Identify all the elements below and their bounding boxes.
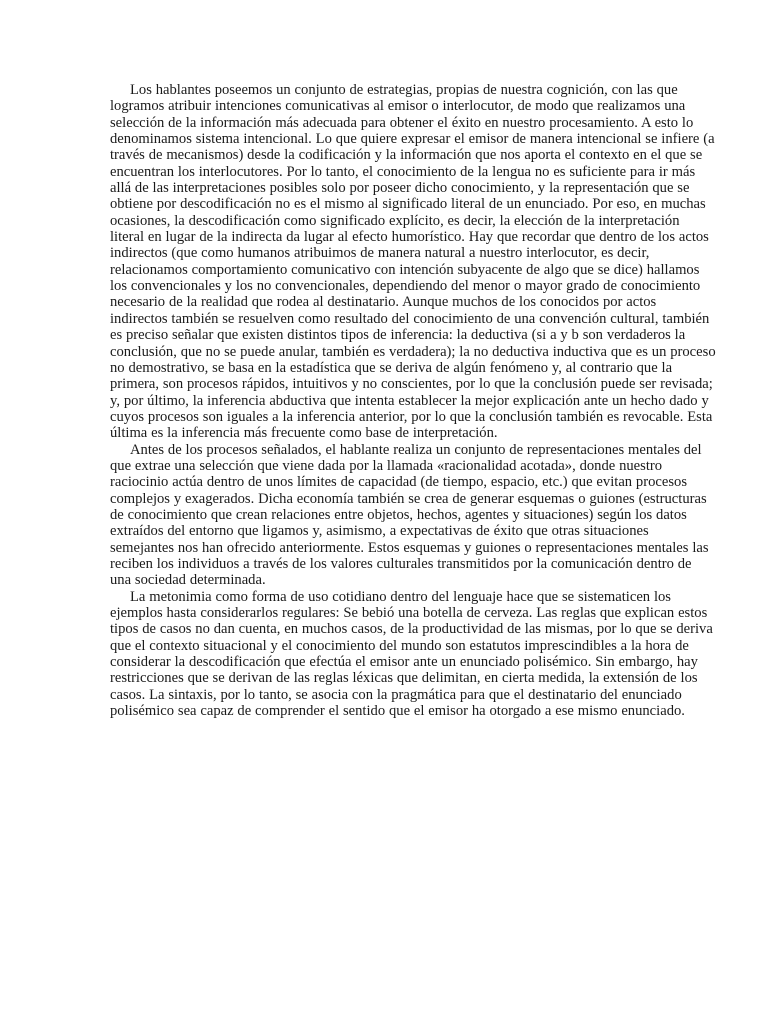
paragraph-3: La metonimia como forma de uso cotidiano dentro del lenguaje hace que se sistematicen los ejemplos hasta considerarlos regulares: Se bebió una botella de cerveza. Las reglas que explican estos tipos de casos no dan cuenta, en muchos casos, de la productividad de las mismas, por lo que se deriva que el contexto situacional y el conocimiento del mundo son estatutos imprescindibles a la hora de considerar la descodificación que efectúa el emisor ante un enunciado polisémico. Sin embargo, hay restricciones que se derivan de las reglas léxicas que delimitan, en cierta medida, la extensión de los casos. La sintaxis, por lo tanto, se asocia con la pragmática para que el destinatario del enunciado polisémico sea capaz de comprender el sentido que el emisor ha otorgado a ese mismo enunciado. [110,588,713,720]
document-body [110,82,716,719]
paragraph-1: Los hablantes poseemos un conjunto de estrategias, propias de nuestra cognición, con las que logramos atribuir intenciones comunicativas al emisor o interlocutor, de modo que realizamos una selección de la información más adecuada para obtener el éxito en nuestro procesamiento. A esto lo denominamos sistema intencional. Lo que quiere expresar el emisor de manera intencional se infiere (a través de mecanismos) desde la codificación y la información que nos aporta el contexto en el que se encuentran los interlocutores. Por lo tanto, el conocimiento de la lengua no es suficiente para ir más allá de las interpretaciones posibles solo por poseer dicho conocimiento, y la representación que se obtiene por descodificación no es el mismo al significado literal de un enunciado. Por eso, en muchas ocasiones, la descodificación como significado explícito, es decir, la elección de la interpretación literal en lugar de la indirecta da lugar al efecto humorístico. Hay que recordar que dentro de los actos indirectos (que como humanos atribuimos de manera natural a nuestro interlocutor, es decir, relacionamos comportamiento comunicativo con intención subyacente de algo que se dice) hallamos los convencionales y los no convencionales, dependiendo del menor o mayor grado de conocimiento necesario de la realidad que rodea al destinatario. Aunque muchos de los conocidos por actos indirectos también se resuelven como resultado del conocimiento de una convención cultural, también es preciso señalar que existen distintos tipos de inferencia: la deductiva (si a y b son verdaderos la conclusión, que no se puede anular, también es verdadera); la no deductiva inductiva que es un proceso no demostrativo, se basa en la estadística que se deriva de algún fenómeno y, al contrario que la primera, son procesos rápidos, intuitivos y no conscientes, por lo que la conclusión puede ser revisada; y, por último, la inferencia abductiva que intenta establecer la mejor explicación ante un hecho dado y cuyos procesos son iguales a la inferencia anterior, por lo que la conclusión también es revocable. Esta última es la inferencia más frecuente como base de interpretación. [110,82,716,442]
paragraph-2: Antes de los procesos señalados, el hablante realiza un conjunto de representaciones mentales del que extrae una selección que viene dada por la llamada «racionalidad acotada», donde nuestro raciocinio actúa dentro de unos límites de capacidad (de tiempo, espacio, etc.) que evitan procesos complejos y exagerados. Dicha economía también se crea de generar esquemas o guiones (estructuras de conocimiento que crean relaciones entre objetos, hechos, agentes y situaciones) según los datos extraídos del entorno que ligamos y, asimismo, a expectativas de éxito que otras situaciones semejantes nos han ofrecido anteriormente. Estos esquemas y guiones o representaciones mentales las reciben los individuos a través de los valores culturales transmitidos por la comunicación dentro de una sociedad determinada. [110,441,709,589]
